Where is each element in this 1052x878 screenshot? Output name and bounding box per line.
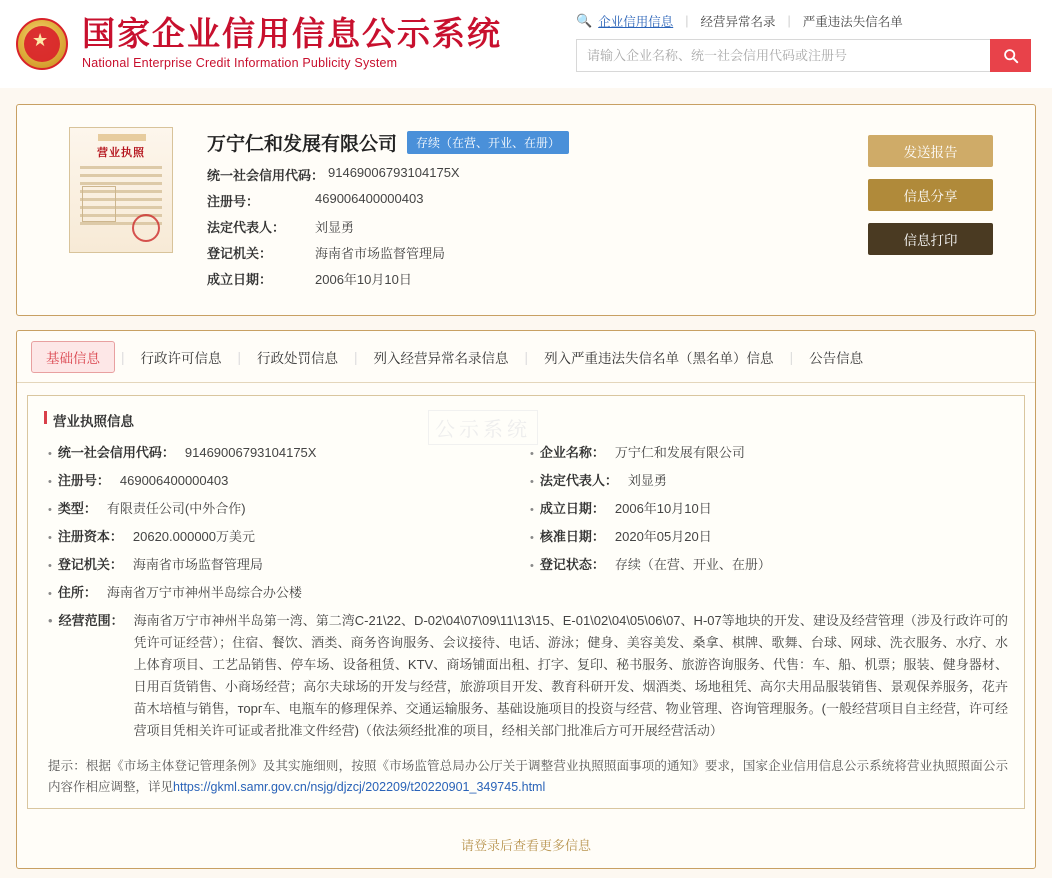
business-license-thumbnail[interactable] xyxy=(69,127,173,253)
field-value: 刘显勇 xyxy=(627,473,667,488)
national-emblem-icon: ★ xyxy=(14,16,70,72)
license-thumb-title: 营业执照 xyxy=(97,147,145,159)
nav-divider: | xyxy=(787,14,791,28)
bullet-icon: • xyxy=(48,532,52,544)
site-header xyxy=(0,0,1052,88)
tab-divider: | xyxy=(789,349,794,365)
search-button[interactable] xyxy=(990,39,1031,72)
field-registration-no xyxy=(44,470,526,489)
bullet-icon: • xyxy=(48,476,52,488)
bullet-icon: • xyxy=(530,476,534,488)
company-name-row xyxy=(207,129,569,156)
bullet-icon: • xyxy=(530,560,534,572)
field-value: 海南省市场监督管理局 xyxy=(315,246,446,261)
tab-administrative-penalty[interactable]: 行政处罚信息 xyxy=(257,351,339,366)
field-label: 类型： xyxy=(57,501,97,516)
bullet-icon: • xyxy=(48,504,52,516)
send-report-button[interactable]: 发送报告 xyxy=(868,135,993,167)
field-approval-date xyxy=(526,526,1008,545)
company-summary xyxy=(17,105,1035,315)
watermark: 公示系统 xyxy=(428,410,538,445)
notice-text xyxy=(44,756,1008,798)
company-name: 万宁仁和发展有限公司 xyxy=(207,134,398,155)
tab-administrative-license[interactable]: 行政许可信息 xyxy=(140,351,222,366)
field-label: 统一社会信用代码： xyxy=(207,168,325,183)
site-title-block xyxy=(82,8,502,70)
tab-abnormal-list[interactable]: 列入经营异常名录信息 xyxy=(373,351,509,366)
notice-link[interactable]: https://gkml.samr.gov.cn/nsjg/djzcj/202209/t20220901_349745.html xyxy=(173,780,546,794)
search-row xyxy=(576,39,1031,72)
field-label: 核准日期： xyxy=(539,529,605,544)
field-value: 2006年10月10日 xyxy=(614,501,712,516)
field-legal-representative xyxy=(526,470,1008,489)
field-label: 登记机关： xyxy=(207,246,273,261)
tab-divider: | xyxy=(121,349,125,365)
field-value: 万宁仁和发展有限公司 xyxy=(614,445,745,460)
field-label: 注册资本： xyxy=(57,529,123,544)
field-registration-authority xyxy=(44,554,526,573)
bullet-icon: • xyxy=(48,560,52,572)
field-label: 法定代表人： xyxy=(207,220,286,235)
field-label: 法定代表人： xyxy=(539,473,618,488)
section-title: 营业执照信息 xyxy=(44,410,1008,430)
tab-divider: | xyxy=(354,349,358,365)
tab-basic-info[interactable]: 基础信息 xyxy=(31,341,115,373)
field-company-name xyxy=(526,442,1008,461)
field-registered-capital xyxy=(44,526,526,545)
field-label: 注册号： xyxy=(207,194,260,209)
bullet-icon: • xyxy=(48,613,53,628)
field-value: 刘显勇 xyxy=(315,220,355,235)
search-input[interactable] xyxy=(576,39,990,72)
print-info-button[interactable]: 信息打印 xyxy=(868,223,993,255)
bullet-icon: • xyxy=(530,448,534,460)
field-value: 有限责任公司(中外合作) xyxy=(106,501,246,516)
detail-card xyxy=(16,330,1036,869)
field-value: 20620.000000万美元 xyxy=(132,529,256,544)
license-seal-icon xyxy=(132,214,160,242)
company-info-column xyxy=(207,123,569,295)
field-value: 海南省万宁市神州半岛综合办公楼 xyxy=(106,585,302,600)
field-registration-status xyxy=(526,554,1008,573)
field-type xyxy=(44,498,526,517)
field-label: 成立日期： xyxy=(207,272,273,287)
field-business-scope xyxy=(44,610,1008,742)
status-badge: 存续（在营、开业、在册） xyxy=(407,131,569,154)
summary-field-reg-no xyxy=(207,191,569,210)
field-value: 2006年10月10日 xyxy=(315,272,412,287)
login-more-info-link[interactable]: 请登录后查看更多信息 xyxy=(460,838,591,853)
field-value: 海南省市场监督管理局 xyxy=(132,557,263,572)
field-label: 统一社会信用代码： xyxy=(57,445,175,460)
page-body xyxy=(0,104,1052,869)
share-info-button[interactable]: 信息分享 xyxy=(868,179,993,211)
tab-blacklist[interactable]: 列入严重违法失信名单（黑名单）信息 xyxy=(544,351,774,366)
field-credit-code xyxy=(44,442,526,461)
bullet-icon: • xyxy=(48,588,52,600)
field-value: 2020年05月20日 xyxy=(614,529,712,544)
tab-divider: | xyxy=(237,349,242,365)
field-value: 469006400000403 xyxy=(119,473,229,488)
tab-bar xyxy=(17,331,1035,383)
nav-divider: | xyxy=(685,14,689,28)
tab-announcements[interactable]: 公告信息 xyxy=(809,351,864,366)
field-establish-date xyxy=(526,498,1008,517)
field-label: 注册号： xyxy=(57,473,110,488)
field-value: 469006400000403 xyxy=(315,191,424,206)
nav-item-credit-info[interactable]: 企业信用信息 xyxy=(598,15,674,29)
summary-field-credit-code xyxy=(207,165,569,184)
license-detail-panel xyxy=(27,395,1025,809)
nav-item-abnormal-list[interactable]: 经营异常名录 xyxy=(700,15,776,29)
field-value: 91469006793104175X xyxy=(328,165,460,180)
field-label: 经营范围： xyxy=(58,613,124,628)
company-summary-card xyxy=(16,104,1036,316)
tab-divider: | xyxy=(524,349,529,365)
bullet-icon: • xyxy=(530,532,534,544)
nav-item-blacklist[interactable]: 严重违法失信名单 xyxy=(802,15,903,29)
site-title-cn: 国家企业信用信息公示系统 xyxy=(82,14,502,53)
summary-field-establish-date xyxy=(207,269,569,288)
summary-field-legal-rep xyxy=(207,217,569,236)
field-label: 成立日期： xyxy=(539,501,605,516)
license-field-grid xyxy=(44,442,1008,601)
company-key-values xyxy=(207,165,569,288)
notice-prefix: 提示：根据《市场主体登记管理条例》及其实施细则，按照《市场监管总局办公厅关于调整营业执照照面事项的通知》要求，国家企业信用信息公示系统将营业执照照面公示内容作相应调整，详见 xyxy=(48,759,1008,794)
field-value: 海南省万宁市神州半岛第一湾、第二湾C-21\22、D-02\04\07\09\11\13\15、E-01\02\04\05\06\07、H-07等地块的开发、建设及经营管理（涉及行政许可的凭许可证经营）；住宿、餐饮、酒类、商务咨询服务、会议接待、电话、游泳；健身、美容美发、桑拿、棋牌、歌舞、台球、网球、洗衣服务、水疗、水上体育项目、工艺品销售、停车场、设备租赁、KTV、商场铺面出租、打字、复印、秘书服务、旅游咨询服务、代售：车、船、机票；服装、健身器材、日用百货销售、小商场经营；高尔夫球场的开发与经营，旅游项目开发、教育科研开发、烟酒类、场地租凭、高尔夫用品服装销售、景观保养服务，花卉苗木培植与销售，торг车、电瓶车的修理保养、交通运输服务、基础设施项目的投资与经营、物业管理、咨询管理服务。(一般经营项目自主经营，许可经营项目凭相关许可证或者批准文件经营)（依法须经批准的项目，经相关部门批准后方可开展经营活动） xyxy=(133,613,1008,738)
bullet-icon: • xyxy=(48,448,52,460)
header-right xyxy=(576,10,1031,72)
field-address xyxy=(44,582,1008,601)
field-value: 存续（在营、开业、在册） xyxy=(614,557,771,572)
bullet-icon: • xyxy=(530,504,534,516)
field-label: 住所： xyxy=(57,585,97,600)
field-label: 企业名称： xyxy=(539,445,605,460)
field-label: 登记状态： xyxy=(539,557,605,572)
search-icon: 🔍 xyxy=(576,13,593,28)
site-title-en: National Enterprise Credit Information Publicity System xyxy=(82,56,398,70)
field-value: 91469006793104175X xyxy=(184,445,317,460)
action-buttons xyxy=(868,135,993,255)
summary-field-registration-authority xyxy=(207,243,569,262)
field-label: 登记机关： xyxy=(57,557,123,572)
header-nav xyxy=(576,10,1031,32)
